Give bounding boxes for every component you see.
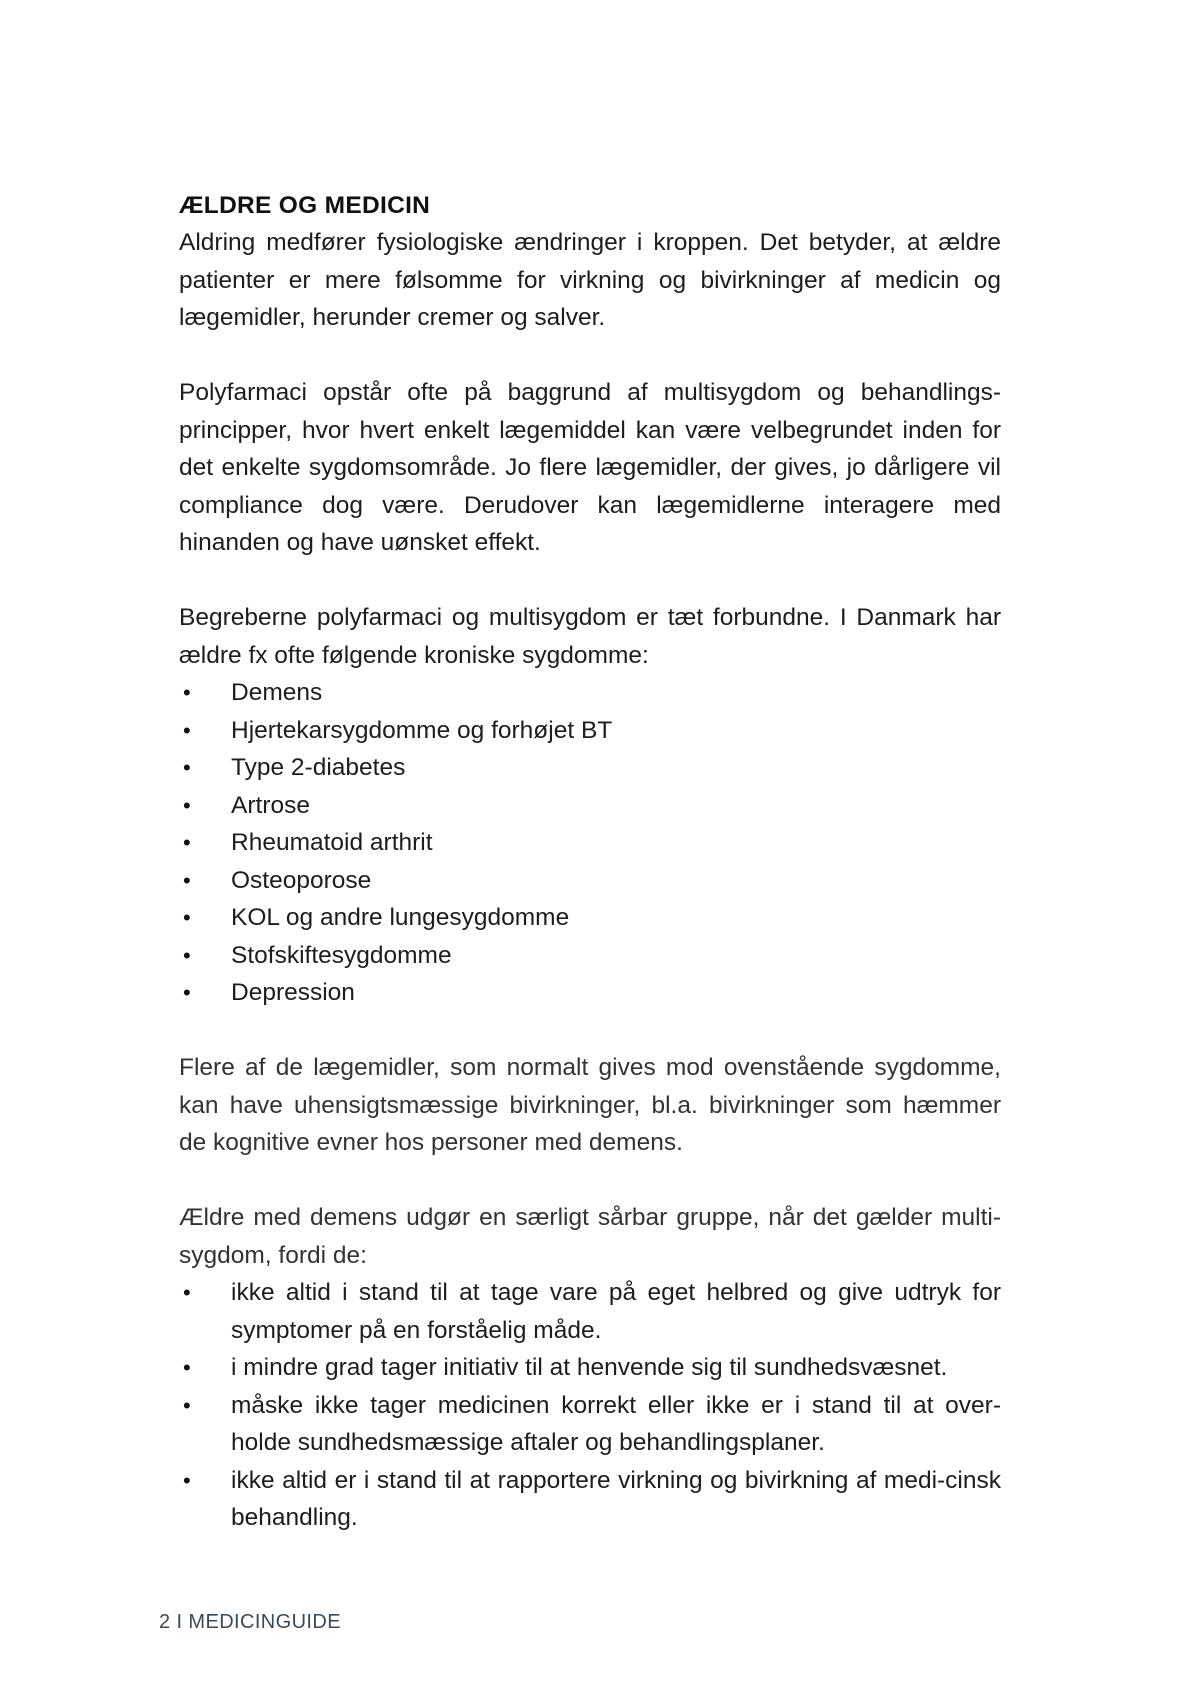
page-footer: 2 I MEDICINGUIDE xyxy=(159,1611,341,1633)
list-item xyxy=(179,1387,1001,1462)
list-item xyxy=(179,899,1001,937)
bullet-icon: • xyxy=(183,942,191,968)
list-item xyxy=(179,862,1001,900)
list-item-text: i mindre grad tager initiativ til at henvende sig til sundhedsvæsnet. xyxy=(231,1354,948,1381)
bullet-icon: • xyxy=(183,1467,191,1493)
bullet-icon: • xyxy=(183,792,191,818)
section-heading: ÆLDRE OG MEDICIN xyxy=(179,192,431,219)
dementia-intro-paragraph: Ældre med demens udgør en særligt sårbar gruppe, når det gælder multi-sygdom, fordi de: xyxy=(179,1204,1001,1269)
list-item xyxy=(179,674,1001,712)
bullet-icon: • xyxy=(183,717,191,743)
list-item xyxy=(179,1274,1001,1349)
bullet-icon: • xyxy=(183,905,191,930)
list-item-text: Type 2-diabetes xyxy=(231,754,406,781)
side-effects-paragraph: Flere af de lægemidler, som normalt gives mod ovenstående sygdomme, kan have uhensigtsmæssige bivirkninger, bl.a. bivirkninger som hæmmer de kognitive evner hos personer med demens. xyxy=(179,1054,1001,1156)
bullet-icon: • xyxy=(183,830,191,855)
list-item xyxy=(179,712,1001,750)
bullet-icon: • xyxy=(183,1392,191,1418)
bullet-icon: • xyxy=(183,1355,191,1380)
list-item xyxy=(179,749,1001,787)
list-item-text: Artrose xyxy=(231,791,310,819)
intro-paragraph: Aldring medfører fysiologiske ændringer i kroppen. Det betyder, at ældre patienter er mere følsomme for virkning og bivirkninger af medicin og lægemidler, herunder cremer og salver. xyxy=(179,229,1001,331)
list-item xyxy=(179,824,1001,862)
list-item-text: KOL og andre lungesygdomme xyxy=(231,904,570,931)
list-item-text: Rheumatoid arthrit xyxy=(231,829,433,856)
bullet-icon: • xyxy=(183,980,191,1005)
list-item xyxy=(179,1462,1001,1537)
dementia-reasons-list xyxy=(179,1274,1001,1537)
list-item-text: Depression xyxy=(231,979,355,1006)
list-item-text: ikke altid er i stand til at rapportere virkning og bivirkning af medi-cinsk behandling. xyxy=(231,1466,1001,1531)
list-item-text: Osteoporose xyxy=(231,866,372,894)
list-item-text: Demens xyxy=(231,679,323,706)
bullet-icon: • xyxy=(183,1280,191,1305)
polypharmacy-paragraph: Polyfarmaci opstår ofte på baggrund af multisygdom og behandlings-principper, hvor hvert enkelt lægemiddel kan være velbegrundet inden for det enkelte sygdomsområde. Jo flere lægemidler, der gives, jo dårligere vil compliance dog være. Derudover kan lægemidlerne interagere med hinanden og have uønsket effekt. xyxy=(179,379,1001,556)
list-item xyxy=(179,787,1001,825)
bullet-icon: • xyxy=(183,755,191,780)
chronic-diseases-list xyxy=(179,674,1001,1012)
list-item xyxy=(179,1349,1001,1387)
list-item-text: måske ikke tager medicinen korrekt eller ikke er i stand til at over-holde sundhedsmæssige aftaler og behandlingsplaner. xyxy=(231,1391,1001,1456)
page-content xyxy=(179,188,1001,1537)
list-item-text: Hjertekarsygdomme og forhøjet BT xyxy=(231,716,613,744)
bullet-icon: • xyxy=(183,867,191,893)
list-item xyxy=(179,974,1001,1012)
list-item-text: ikke altid i stand til at tage vare på eget helbred og give udtryk for symptomer på en forståelig måde. xyxy=(231,1279,1001,1344)
list-item-text: Stofskiftesygdomme xyxy=(231,941,452,969)
list-item xyxy=(179,937,1001,975)
diseases-intro-paragraph: Begreberne polyfarmaci og multisygdom er tæt forbundne. I Danmark har ældre fx ofte følgende kroniske sygdomme: xyxy=(179,604,1001,669)
bullet-icon: • xyxy=(183,680,191,705)
